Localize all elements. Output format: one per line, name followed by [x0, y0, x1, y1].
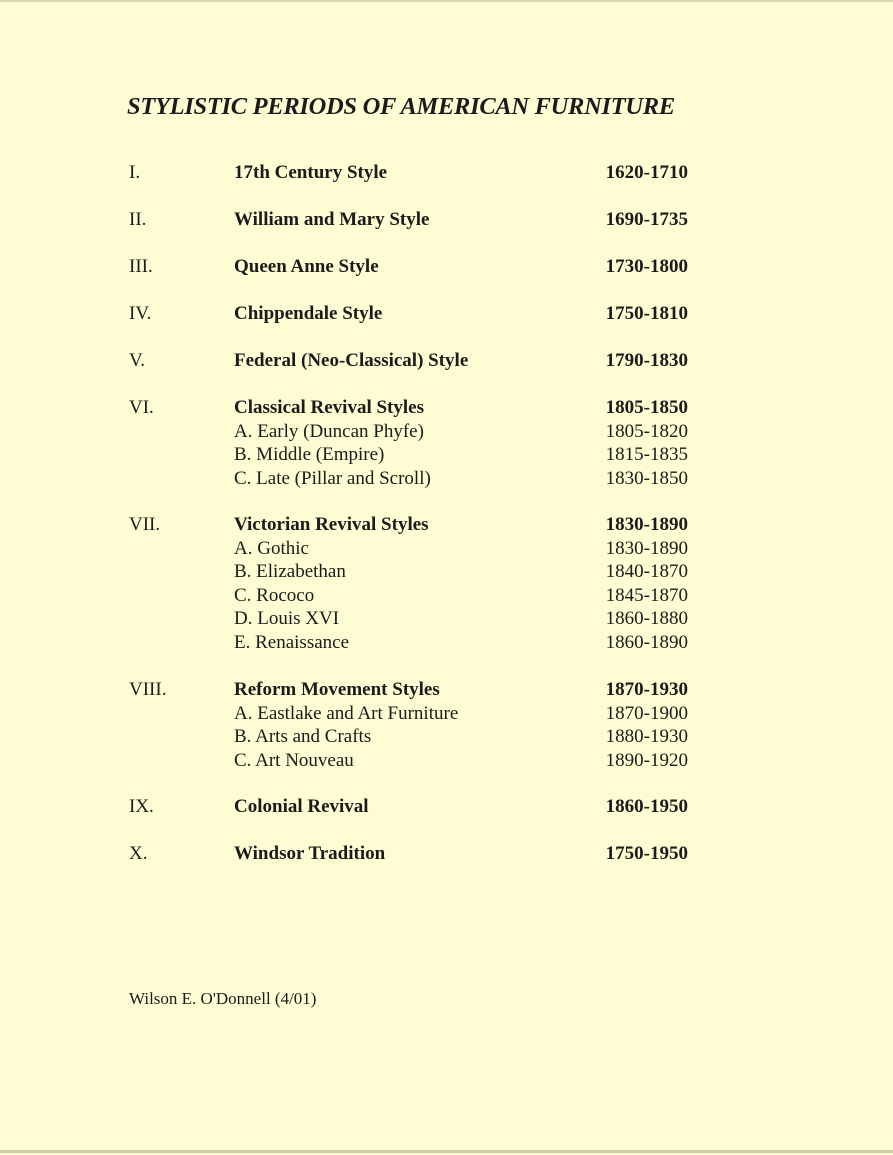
sub-style-row [0, 607, 893, 631]
author-footer: Wilson E. O'Donnell (4/01) [129, 989, 317, 1008]
sub-style-dates: 1840-1870 [605, 561, 688, 583]
period-name: Classical Revival Styles [234, 397, 424, 418]
period-numeral: I. [129, 162, 141, 183]
sub-style-row [0, 725, 893, 749]
period-section [0, 208, 893, 232]
sub-style-name: A. Early (Duncan Phyfe) [234, 420, 424, 442]
sub-style-name: B. Middle (Empire) [234, 444, 385, 466]
period-dates: 1750-1950 [605, 843, 688, 864]
period-numeral: IV. [129, 303, 152, 324]
period-numeral: V. [129, 350, 146, 371]
period-section [0, 678, 893, 772]
sub-style-row [0, 749, 893, 773]
period-section [0, 255, 893, 279]
sub-style-name: A. Gothic [234, 537, 309, 559]
period-name: Federal (Neo-Classical) Style [234, 350, 469, 371]
period-numeral: VI. [129, 397, 154, 418]
sub-style-name: C. Rococo [234, 584, 315, 606]
sub-style-dates: 1890-1920 [605, 749, 688, 771]
sub-style-name: C. Late (Pillar and Scroll) [234, 467, 431, 489]
sub-style-dates: 1880-1930 [605, 726, 688, 748]
sub-style-dates: 1805-1820 [605, 420, 688, 442]
period-dates: 1620-1710 [605, 162, 688, 183]
period-numeral: VII. [129, 514, 161, 535]
sub-style-dates: 1860-1880 [605, 608, 688, 630]
period-name: William and Mary Style [234, 209, 430, 230]
sub-style-row [0, 443, 893, 467]
period-section [0, 161, 893, 185]
sub-style-row [0, 584, 893, 608]
period-dates: 1860-1950 [605, 796, 688, 817]
period-section [0, 302, 893, 326]
period-name: 17th Century Style [234, 162, 388, 183]
period-numeral: IX. [129, 796, 154, 817]
sub-style-row [0, 560, 893, 584]
sub-style-row [0, 702, 893, 726]
period-dates: 1790-1830 [605, 350, 688, 371]
page-bottom-edge [0, 1150, 893, 1153]
period-numeral: II. [129, 209, 147, 230]
sub-style-name: A. Eastlake and Art Furniture [234, 702, 459, 724]
period-name: Chippendale Style [234, 303, 383, 324]
period-name: Victorian Revival Styles [234, 514, 429, 535]
period-section [0, 349, 893, 373]
sub-style-dates: 1830-1850 [605, 467, 688, 489]
sub-style-name: B. Arts and Crafts [234, 726, 372, 748]
sub-style-row [0, 467, 893, 491]
period-section [0, 513, 893, 655]
sub-style-name: E. Renaissance [234, 631, 350, 653]
page-top-edge [0, 0, 893, 2]
period-dates: 1805-1850 [605, 397, 688, 418]
period-dates: 1870-1930 [605, 679, 688, 700]
sub-style-name: D. Louis XVI [234, 608, 340, 630]
sub-style-dates: 1860-1890 [605, 631, 688, 653]
period-section [0, 842, 893, 866]
period-name: Colonial Revival [234, 796, 369, 817]
sub-style-row [0, 631, 893, 655]
period-name: Queen Anne Style [234, 256, 379, 277]
sub-style-dates: 1830-1890 [605, 537, 688, 559]
period-dates: 1730-1800 [605, 256, 688, 277]
period-dates: 1830-1890 [605, 514, 688, 535]
sub-style-name: C. Art Nouveau [234, 749, 354, 771]
period-name: Windsor Tradition [234, 843, 386, 864]
sub-style-name: B. Elizabethan [234, 561, 346, 583]
sub-style-dates: 1845-1870 [605, 584, 688, 606]
period-section [0, 396, 893, 490]
period-dates: 1690-1735 [605, 209, 688, 230]
sub-style-row [0, 420, 893, 444]
sub-style-dates: 1870-1900 [605, 702, 688, 724]
period-dates: 1750-1810 [605, 303, 688, 324]
period-numeral: VIII. [129, 679, 167, 700]
period-numeral: X. [129, 843, 148, 864]
period-section [0, 795, 893, 819]
sub-style-row [0, 537, 893, 561]
document-title: STYLISTIC PERIODS OF AMERICAN FURNITURE [127, 93, 675, 120]
period-name: Reform Movement Styles [234, 679, 440, 700]
sub-style-dates: 1815-1835 [605, 444, 688, 466]
period-numeral: III. [129, 256, 153, 277]
